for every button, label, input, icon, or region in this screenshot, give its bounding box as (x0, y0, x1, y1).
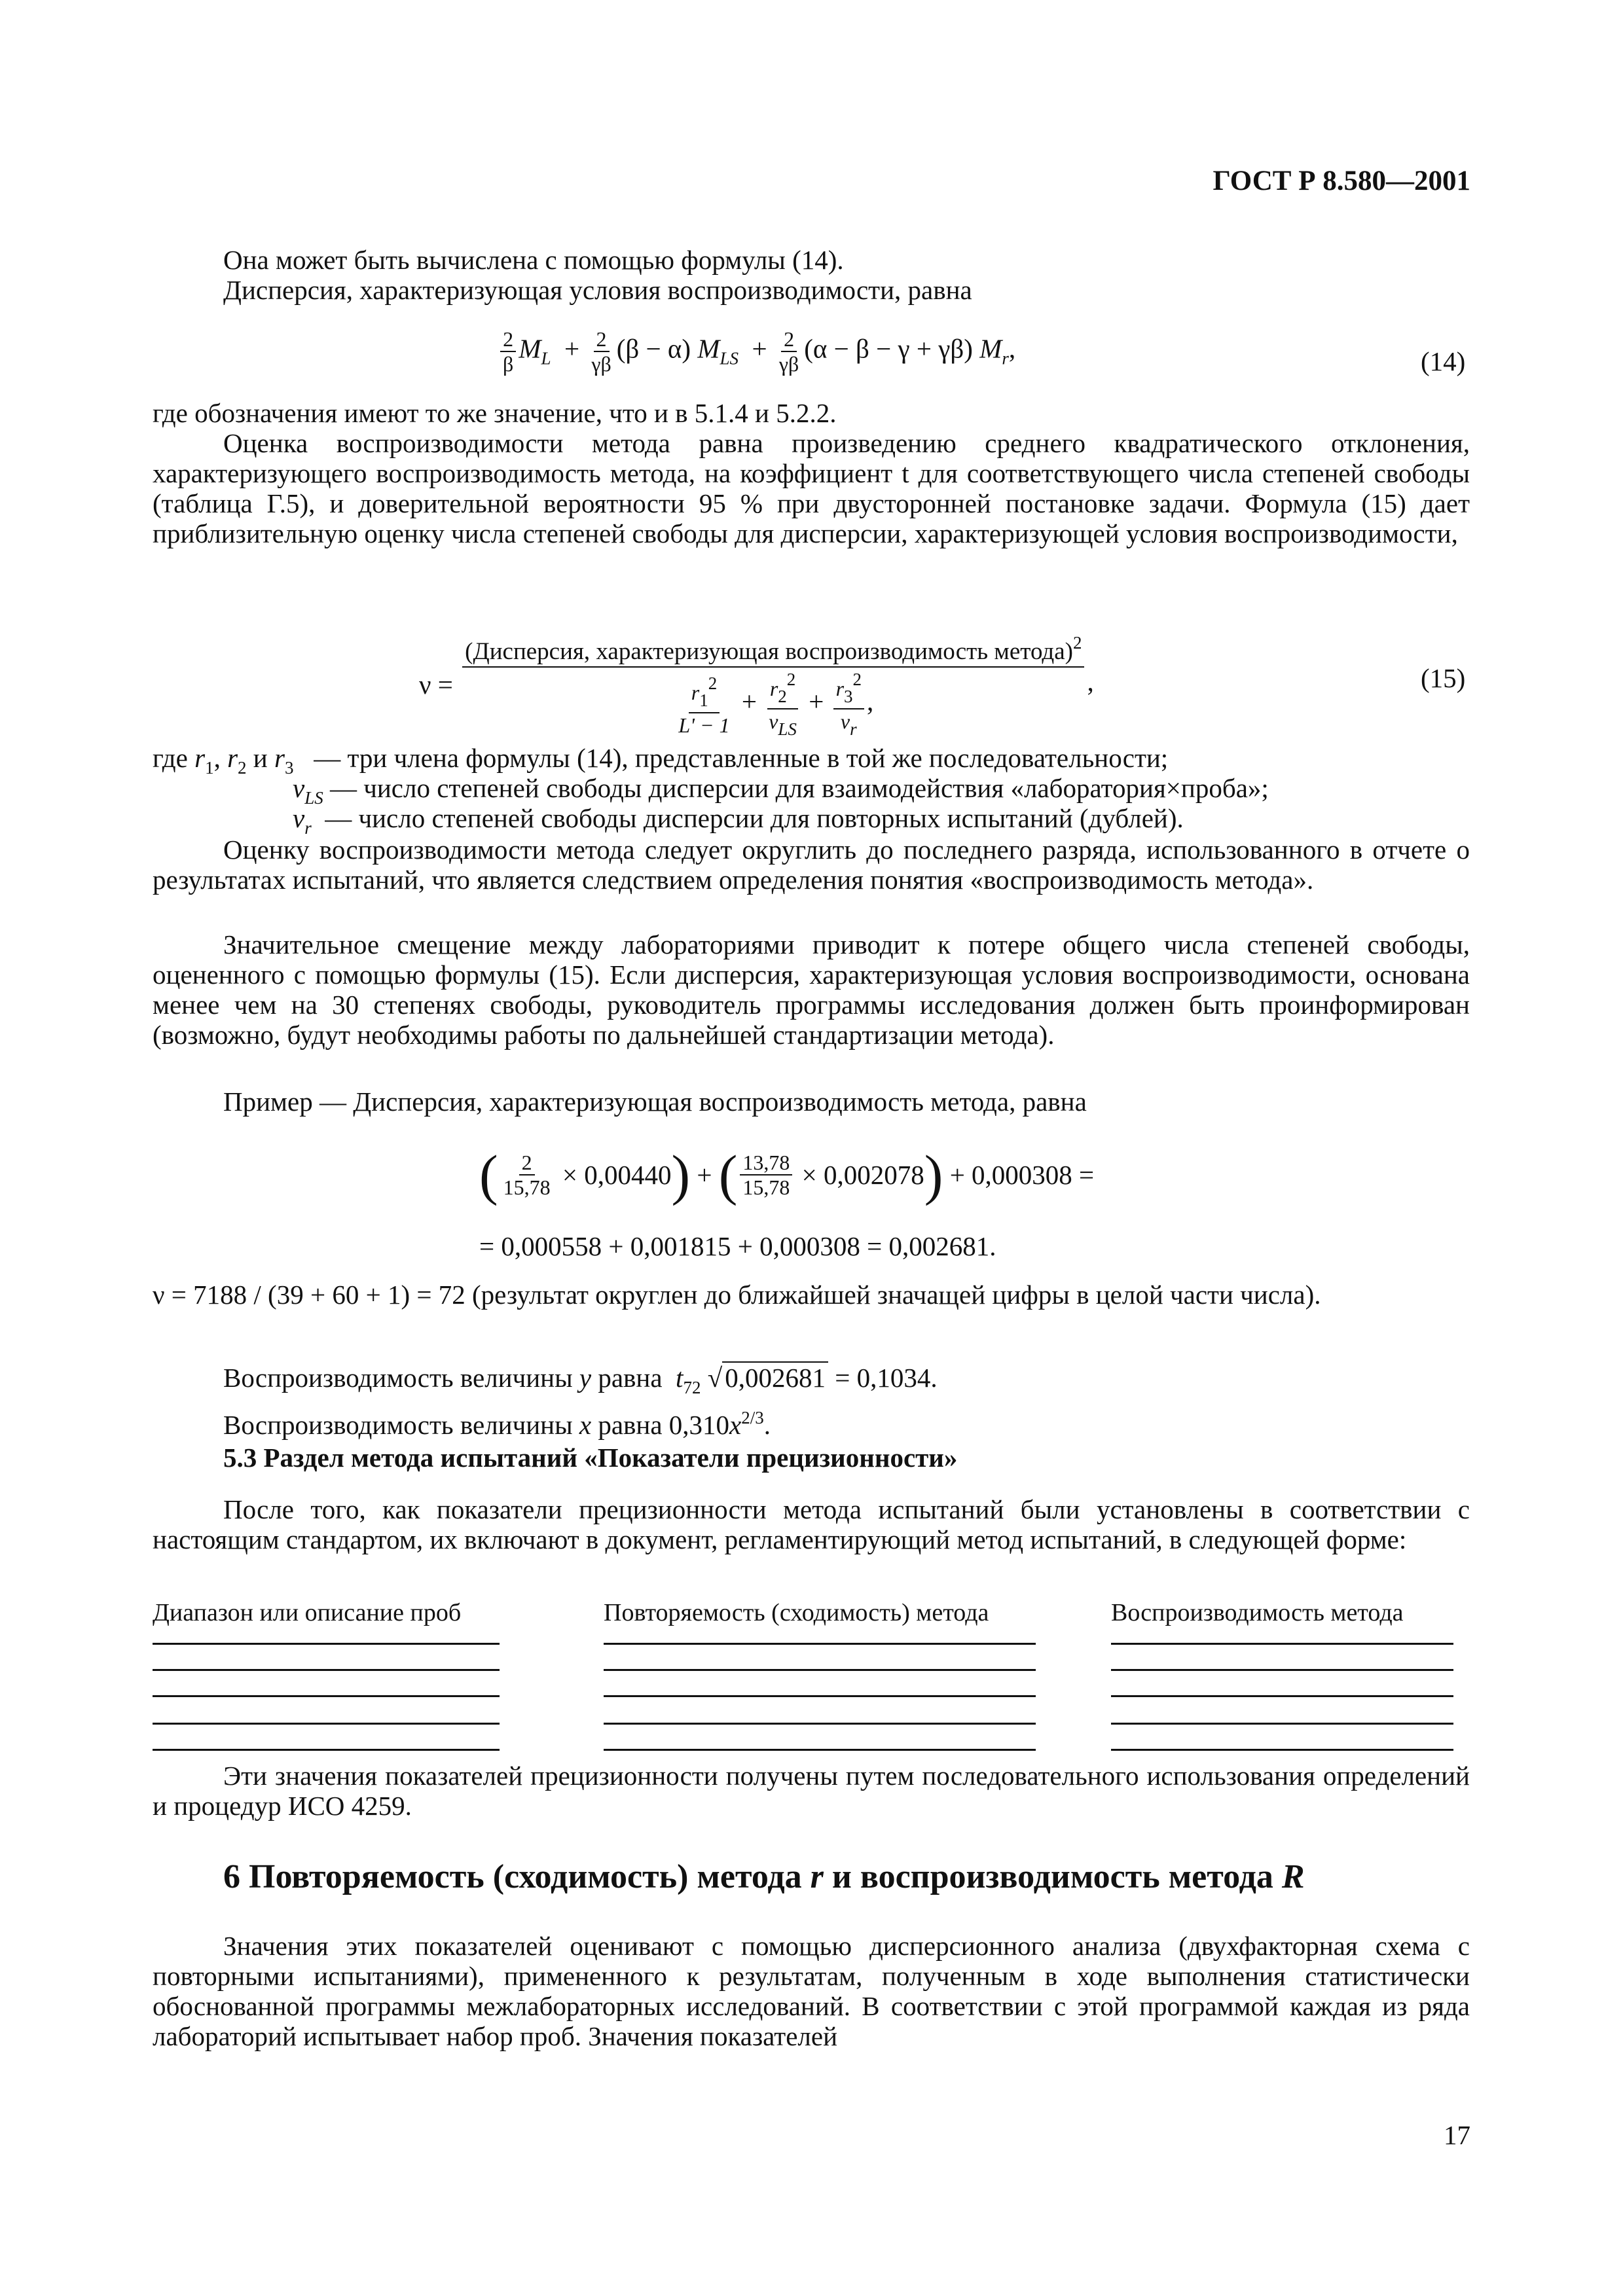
page-number: 17 (1444, 2120, 1470, 2150)
paragraph-reproducibility-y: Воспроизводимость величины y равна $t_{72}$ √0,002681 = 0,1034. (223, 1363, 938, 1397)
form-blank-line (1111, 1749, 1453, 1751)
form-blank-line (1111, 1669, 1453, 1671)
form-blank-line (153, 1723, 500, 1725)
section-5-3-heading: 5.3 Раздел метода испытаний «Показатели прецизионности» (223, 1443, 958, 1473)
form-blank-line (604, 1749, 1036, 1751)
form-blank-line (153, 1669, 500, 1671)
form-blank-line (604, 1695, 1036, 1697)
paragraph-example: Пример — Дисперсия, характеризующая воспроизводимость метода, равна (223, 1086, 1087, 1117)
section-6-heading: 6 Повторяемость (сходимость) метода r и воспроизводимость метода R (223, 1858, 1305, 1895)
form-blank-line (1111, 1695, 1453, 1697)
paragraph-rounding: Оценку воспроизводимости метода следует округлить до последнего разряда, использованного в отчете о результатах испытаний, что является следствием определения понятия «воспроизводимость метода». (153, 834, 1470, 895)
equation-14-number: (14) (1421, 346, 1466, 376)
paragraph-reproducibility-estimate: Оценка воспроизводимости метода равна произведению среднего квадратического отклонения, характеризующего воспроизводимость метода, на коэффициент t для соответствующего числа степеней свободы (таблица Г.5), и доверительной вероятности 95 % при двусторонней постановке задачи. Формула (15) дает приблизительную оценку числа степеней свободы для дисперсии, характеризующей условия воспроизводимости, (153, 428, 1470, 548)
paragraph-variance-analysis: Значения этих показателей оценивают с помощью дисперсионного анализа (двухфакторная схема с повторными испытаниями), примененного к результатам, полученным в ходе выполнения статистически обоснованной программы межлабораторных исследований. В соответствии с этой программой каждая из ряда лабораторий испытывает набор проб. Значения показателей (153, 1931, 1470, 2051)
where-line-r-terms: где $r_1$, $r_2$ и $r_3$ — три члена формулы (14), представленные в той же последовательности; (153, 743, 1169, 778)
form-blank-line (153, 1643, 500, 1645)
equation-15: ν = (Дисперсия, характеризующая воспроизводимость метода)$^2$ $\frac{r_1^2}{L' - 1}$ + $\frac{r_2^2}{\nu_{LS}}$ + $\frac{r_3^2}{\nu_r}$ , , (419, 628, 1094, 741)
example-equation-line-1: ( $\frac{2}{15,78}$ × 0,00440) + ( $\frac{13,78}{15,78}$ × 0,002078) + 0,000308 = (479, 1143, 1095, 1206)
form-column-repeatability: Повторяемость (сходимость) метода (604, 1599, 989, 1626)
document-code-header: ГОСТ Р 8.580—2001 (1213, 166, 1470, 196)
form-blank-line (153, 1749, 500, 1751)
where-line-nu-ls: $\nu_{LS}$ — число степеней свободы дисперсии для взаимодействия «лаборатория×проба»; (293, 773, 1269, 808)
paragraph-dispersion-intro: Дисперсия, характеризующая условия воспроизводимости, равна (223, 275, 972, 305)
paragraph-bias: Значительное смещение между лабораториями приводит к потере общего числа степеней свободы, оцененного с помощью формулы (15). Если дисперсия, характеризующая условия воспроизводимости, основана менее чем на 30 степенях свободы, руководитель программы исследования должен быть проинформирован (возможно, будут необходимы работы по дальнейшей стандартизации метода). (153, 929, 1470, 1050)
example-equation-line-2: = 0,000558 + 0,001815 + 0,000308 = 0,002681. (479, 1231, 996, 1261)
paragraph-notation-note: где обозначения имеют то же значение, что и в 5.1.4 и 5.2.2. (153, 398, 837, 428)
form-blank-line (604, 1669, 1036, 1671)
form-blank-line (1111, 1643, 1453, 1645)
paragraph-reproducibility-x: Воспроизводимость величины x равна $0,310x^{2/3}$. (223, 1408, 771, 1440)
where-line-nu-r: $\nu_r$ — число степеней свободы дисперсии для повторных испытаний (дублей). (293, 803, 1184, 838)
form-blank-line (153, 1695, 500, 1697)
paragraph-degrees-of-freedom: ν = 7188 / (39 + 60 + 1) = 72 (результат округлен до ближайшей значащей цифры в целой части числа). (153, 1280, 1321, 1310)
form-blank-line (1111, 1723, 1453, 1725)
form-column-reproducibility: Воспроизводимость метода (1111, 1599, 1404, 1626)
form-blank-line (604, 1643, 1036, 1645)
form-column-range: Диапазон или описание проб (153, 1599, 462, 1626)
form-blank-line (604, 1723, 1036, 1725)
paragraph-formula-ref: Она может быть вычислена с помощью формулы (14). (223, 245, 844, 275)
paragraph-precision-form: После того, как показатели прецизионности метода испытаний были установлены в соответствии с настоящим стандартом, их включают в документ, регламентирующий метод испытаний, в следующей форме: (153, 1494, 1470, 1554)
equation-15-number: (15) (1421, 663, 1466, 693)
paragraph-iso-4259: Эти значения показателей прецизионности получены путем последовательного использования определений и процедур ИСО 4259. (153, 1761, 1470, 1821)
equation-14: $\frac{2}{\beta}$ $M_L$ + $\frac{2}{\gamma\beta}$ (β − α) $M_{LS}$ + $\frac{2}{\gamma\beta}$ (α − β − γ + γβ) $M_r$, (498, 327, 1015, 376)
